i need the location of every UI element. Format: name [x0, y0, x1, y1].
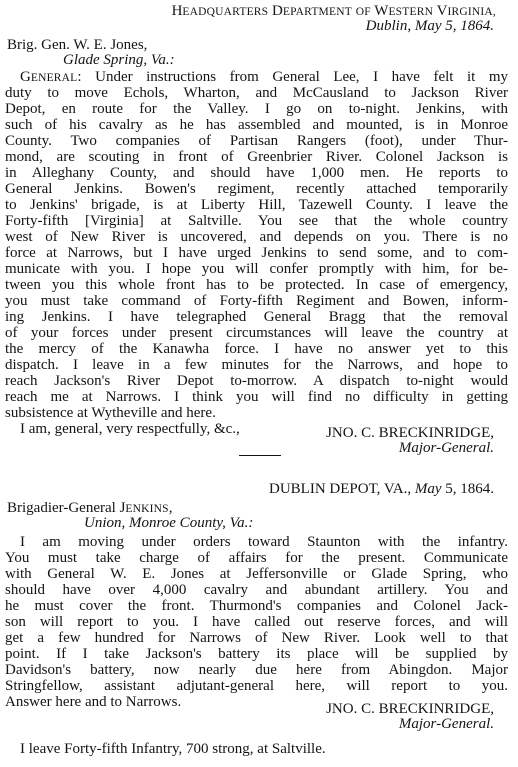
- heading-word: HEADQUARTERS: [171, 3, 269, 19]
- heading-word: DEPARTMENT: [272, 3, 352, 19]
- letter1-body-line: such of his cavalry as he has assembled and mounted, is in Monroe: [5, 117, 508, 133]
- letter1-body-line: force at Narrows, but I have urged Jenkins to send some, and to com-: [5, 245, 508, 261]
- letter1-body-line: west of New River is uncovered, and depends on you. There is no: [5, 229, 508, 245]
- letter1-body-line: in Alleghany County, and should have 1,000 men. He reports to: [5, 165, 508, 181]
- letter1-body-line: you must take command of Forty-fifth Regiment and Bowen, inform-: [5, 293, 508, 309]
- letter1-body-line: ing Jenkins. I have telegraphed General Bragg that the removal: [5, 309, 508, 325]
- letter2-body-line: he must cover the front. Thurmond's companies and Colonel Jack-: [5, 598, 508, 614]
- letter2-body-line: I am moving under orders toward Staunton with the infantry.: [20, 534, 508, 550]
- letter2-body-line: You must take charge of affairs for the present. Communicate: [5, 550, 508, 566]
- letter2-location: Union, Monroe County, Va.:: [84, 515, 254, 531]
- letter1-body-line: GENERAL: Under instructions from General Lee, I have felt it my: [20, 69, 508, 85]
- letter1-body-line: the mercy of the Kanawha force. I have no answer yet to this: [5, 341, 508, 357]
- letter2-body-line: should have over 4,000 cavalry and abundant artillery. You and: [5, 582, 508, 598]
- letter1-body-line: County. Two companies of Partisan Rangers (foot), under Thur-: [5, 133, 508, 149]
- letter2-postscript: I leave Forty-fifth Infantry, 700 strong, at Saltville.: [20, 741, 326, 757]
- letter2-body-line: son will report to you. I have called out reserve forces, and will: [5, 614, 508, 630]
- letter2-body-line: Davidson's battery, now nearly due here from Abingdon. Major: [5, 662, 508, 678]
- letter2-addressee: Brigadier-General JENKINS,: [7, 500, 173, 516]
- letter2-body-line: point. If I take Jackson's battery its place will be supplied by: [5, 646, 508, 662]
- letter1-body-line: dispatch. I leave in a few minutes for the Narrows, and hope to: [5, 357, 508, 373]
- letter1-rank: Major-General.: [398, 440, 494, 456]
- letter1-body-line: General Jenkins. Bowen's regiment, recently attached temporarily: [5, 181, 508, 197]
- letter1-body-line: municate with you. I hope you will confer promptly with him, for be-: [5, 261, 508, 277]
- dateline-day-year: 5, 1864.: [445, 481, 494, 497]
- letter1-body-line: reach Jackson's River Depot to-morrow. A dispatch to-night would: [5, 373, 508, 389]
- letter2-body-line: Stringfellow, assistant adjutant-general here, will report to you.: [5, 678, 508, 694]
- letter1-body-line: mond, are scouting in front of Greenbrier River. Colonel Jackson is: [5, 149, 508, 165]
- letter2-body-line: with General W. E. Jones at Jeffersonville or Glade Spring, who: [5, 566, 508, 582]
- letter1-location: Glade Spring, Va.:: [63, 52, 175, 68]
- letter2-body-line: Answer here and to Narrows.: [5, 694, 182, 710]
- letter1-addressee: Brig. Gen. W. E. Jones,: [7, 37, 148, 53]
- salutation: GENERAL:: [20, 69, 82, 85]
- letter2-rank: Major-General.: [398, 716, 494, 732]
- heading-word: WESTERN: [374, 3, 434, 19]
- letter1-body-line: duty to move Echols, Wharton, and McCausland to Jackson River: [5, 85, 508, 101]
- letter1-body-line: Forty-fifth [Virginia] at Saltville. You see that the whole country: [5, 213, 508, 229]
- letter2-body-line: get a few hundred for Narrows of New River. Look well to that: [5, 630, 508, 646]
- letter2-dateline: [170, 481, 494, 498]
- letter1-body-line: Depot, en route for the Valley. I go on to-night. Jenkins, with: [5, 101, 508, 117]
- letter1-body-line: of your forces under present circumstances will leave the country at: [5, 325, 508, 341]
- letter1-closing: I am, general, very respectfully, &c.,: [20, 421, 240, 437]
- dateline-place: DUBLIN DEPOT, VA.,: [269, 481, 412, 497]
- letter1-body-line: to Jenkins' brigade, is at Liberty Hill, Tazewell County. I leave the: [5, 197, 508, 213]
- heading-word: VIRGINIA,: [436, 3, 496, 19]
- dateline-month: May: [414, 481, 442, 497]
- letter1-body-line: reach me at Narrows. I think you will find no difficulty in getting: [5, 389, 508, 405]
- section-divider: [239, 455, 281, 456]
- heading-word: OF: [355, 6, 371, 18]
- letter1-signature: JNO. C. BRECKINRIDGE,: [326, 425, 494, 441]
- letter1-dateline: Dublin, May 5, 1864.: [365, 18, 494, 34]
- letter1-body-line: subsistence at Wytheville and here.: [5, 405, 216, 421]
- letter2-signature: JNO. C. BRECKINRIDGE,: [326, 701, 494, 717]
- letter1-body-line: tween you this whole front has to be protected. In case of emergency,: [5, 277, 508, 293]
